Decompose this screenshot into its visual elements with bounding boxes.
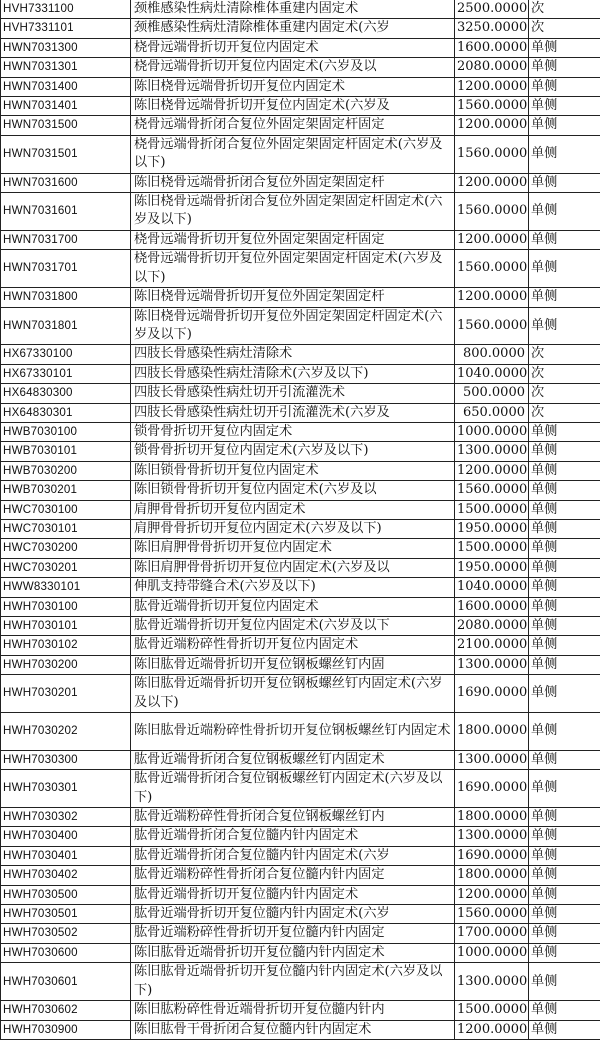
- item-code-cell: HWH7030102: [1, 636, 131, 655]
- table-row: [1, 77, 600, 96]
- item-name-cell: 陈旧肱骨近端骨折切开复位钢板螺丝钉内固: [131, 655, 455, 674]
- item-name-cell: 肱骨近端骨折闭合复位髓内针内固定术: [131, 827, 455, 846]
- item-price-cell: 500.0000: [455, 384, 529, 403]
- item-unit-cell: 单侧: [529, 500, 600, 519]
- item-code-cell: HVH7331101: [1, 19, 131, 38]
- item-name-cell: 肱骨近端骨折切开复位髓内针内固定术(六岁: [131, 905, 455, 924]
- table-row: [1, 1020, 600, 1039]
- item-code-cell: HX67330101: [1, 364, 131, 383]
- item-name-cell: 陈旧肱骨干骨折闭合复位髓内针内固定术: [131, 1020, 455, 1039]
- item-price-cell: 3250.0000: [455, 19, 529, 38]
- item-code-cell: HVH7331100: [1, 0, 131, 19]
- item-code-cell: HWB7030200: [1, 461, 131, 480]
- item-code-cell: HWH7030900: [1, 1020, 131, 1039]
- item-code-cell: HWN7031500: [1, 116, 131, 135]
- item-unit-cell: 单侧: [529, 558, 600, 577]
- table-row: [1, 617, 600, 636]
- item-price-cell: 1200.0000: [455, 461, 529, 480]
- table-row: [1, 597, 600, 616]
- item-price-cell: 1200.0000: [455, 288, 529, 307]
- item-name-cell: 肩胛骨骨折切开复位内固定术(六岁及以下): [131, 519, 455, 538]
- table-row: [1, 578, 600, 597]
- item-name-cell: 四肢长骨感染性病灶切开引流灌洗术: [131, 384, 455, 403]
- table-row: [1, 500, 600, 519]
- table-row: [1, 963, 600, 1001]
- item-unit-cell: 单侧: [529, 750, 600, 769]
- item-unit-cell: 单侧: [529, 97, 600, 116]
- item-price-cell: 800.0000: [455, 345, 529, 364]
- item-unit-cell: 单侧: [529, 827, 600, 846]
- item-code-cell: HWH7030401: [1, 846, 131, 865]
- item-name-cell: 四肢长骨感染性病灶清除术(六岁及以下): [131, 364, 455, 383]
- item-unit-cell: 单侧: [529, 617, 600, 636]
- table-row: [1, 288, 600, 307]
- item-price-cell: 1600.0000: [455, 597, 529, 616]
- item-unit-cell: 单侧: [529, 250, 600, 288]
- table-row: [1, 173, 600, 192]
- item-price-cell: 650.0000: [455, 403, 529, 422]
- item-unit-cell: 单侧: [529, 866, 600, 885]
- table-row: [1, 655, 600, 674]
- item-name-cell: 陈旧桡骨远端骨折闭合复位外固定架固定杆: [131, 173, 455, 192]
- item-code-cell: HWH7030300: [1, 750, 131, 769]
- item-unit-cell: 单侧: [529, 116, 600, 135]
- item-price-cell: 1560.0000: [455, 250, 529, 288]
- item-name-cell: 肱骨近端骨折切开复位髓内针内固定术: [131, 885, 455, 904]
- table-row: [1, 0, 600, 19]
- item-unit-cell: 单侧: [529, 636, 600, 655]
- item-unit-cell: 单侧: [529, 1020, 600, 1039]
- item-code-cell: HWH7030100: [1, 597, 131, 616]
- table-row: [1, 943, 600, 962]
- item-code-cell: HWH7030402: [1, 866, 131, 885]
- table-row: [1, 846, 600, 865]
- item-code-cell: HWN7031600: [1, 173, 131, 192]
- item-unit-cell: 单侧: [529, 846, 600, 865]
- item-price-cell: 1690.0000: [455, 846, 529, 865]
- item-code-cell: HX64830300: [1, 384, 131, 403]
- item-unit-cell: 单侧: [529, 963, 600, 1001]
- item-unit-cell: 单侧: [529, 905, 600, 924]
- item-code-cell: HWH7030400: [1, 827, 131, 846]
- item-name-cell: 陈旧桡骨远端骨折切开复位外固定架固定杆: [131, 288, 455, 307]
- item-unit-cell: 单侧: [529, 288, 600, 307]
- item-unit-cell: 单侧: [529, 461, 600, 480]
- item-code-cell: HX67330100: [1, 345, 131, 364]
- item-code-cell: HWB7030201: [1, 481, 131, 500]
- item-unit-cell: 单侧: [529, 58, 600, 77]
- item-price-cell: 1690.0000: [455, 770, 529, 808]
- item-code-cell: HWN7031801: [1, 307, 131, 345]
- table-row: [1, 58, 600, 77]
- item-price-cell: 1560.0000: [455, 905, 529, 924]
- table-row: [1, 307, 600, 345]
- item-name-cell: 陈旧肱骨近端骨折切开复位髓内针内固定术: [131, 943, 455, 962]
- item-code-cell: HWH7030600: [1, 943, 131, 962]
- table-row: [1, 519, 600, 538]
- item-name-cell: 陈旧锁骨骨折切开复位内固定术(六岁及以: [131, 481, 455, 500]
- item-name-cell: 颈椎感染性病灶清除椎体重建内固定术: [131, 0, 455, 19]
- item-unit-cell: 单侧: [529, 38, 600, 57]
- item-price-cell: 1800.0000: [455, 808, 529, 827]
- table-row: [1, 193, 600, 231]
- item-unit-cell: 单侧: [529, 135, 600, 173]
- table-row: [1, 230, 600, 249]
- item-unit-cell: 单侧: [529, 885, 600, 904]
- item-price-cell: 1200.0000: [455, 173, 529, 192]
- table-row: [1, 636, 600, 655]
- item-name-cell: 陈旧桡骨远端骨折闭合复位外固定架固定杆固定术(六岁及以下): [131, 193, 455, 231]
- item-name-cell: 陈旧肱骨近端骨折切开复位钢板螺丝钉内固定术(六岁及以下): [131, 675, 455, 713]
- item-unit-cell: 单侧: [529, 481, 600, 500]
- item-unit-cell: 单侧: [529, 173, 600, 192]
- item-name-cell: 陈旧肱粉碎性骨近端骨折切开复位髓内针内: [131, 1001, 455, 1020]
- table-row: [1, 924, 600, 943]
- item-name-cell: 陈旧桡骨远端骨折切开复位内固定术: [131, 77, 455, 96]
- table-row: [1, 345, 600, 364]
- item-price-cell: 1600.0000: [455, 38, 529, 57]
- item-price-cell: 1500.0000: [455, 1001, 529, 1020]
- table-row: [1, 97, 600, 116]
- item-unit-cell: 单侧: [529, 539, 600, 558]
- item-name-cell: 肱骨近端粉碎性骨折闭合复位髓内针内固定: [131, 866, 455, 885]
- item-price-cell: 1690.0000: [455, 675, 529, 713]
- item-name-cell: 陈旧肩胛骨骨折切开复位内固定术: [131, 539, 455, 558]
- item-code-cell: HWN7031800: [1, 288, 131, 307]
- item-name-cell: 肱骨近端粉碎性骨折切开复位髓内针内固定: [131, 924, 455, 943]
- item-price-cell: 1950.0000: [455, 519, 529, 538]
- table-body: [1, 0, 600, 1039]
- item-price-cell: 2100.0000: [455, 636, 529, 655]
- item-price-cell: 1500.0000: [455, 500, 529, 519]
- table-row: [1, 403, 600, 422]
- item-price-cell: 1300.0000: [455, 963, 529, 1001]
- item-name-cell: 陈旧肩胛骨骨折切开复位内固定术(六岁及以: [131, 558, 455, 577]
- table-row: [1, 116, 600, 135]
- item-code-cell: HWH7030200: [1, 655, 131, 674]
- item-code-cell: HWN7031501: [1, 135, 131, 173]
- item-price-cell: 1560.0000: [455, 307, 529, 345]
- item-code-cell: HWH7030500: [1, 885, 131, 904]
- item-code-cell: HWC7030200: [1, 539, 131, 558]
- item-code-cell: HWH7030501: [1, 905, 131, 924]
- item-name-cell: 肱骨近端骨折闭合复位钢板螺丝钉内固定术(六岁及以下): [131, 770, 455, 808]
- item-price-cell: 1000.0000: [455, 943, 529, 962]
- item-code-cell: HWN7031400: [1, 77, 131, 96]
- item-unit-cell: 单侧: [529, 307, 600, 345]
- item-price-cell: 1800.0000: [455, 866, 529, 885]
- item-code-cell: HWH7030601: [1, 963, 131, 1001]
- table-row: [1, 866, 600, 885]
- item-code-cell: HWH7030502: [1, 924, 131, 943]
- item-unit-cell: 单侧: [529, 655, 600, 674]
- item-price-cell: 2500.0000: [455, 0, 529, 19]
- item-unit-cell: 次: [529, 345, 600, 364]
- item-code-cell: HX64830301: [1, 403, 131, 422]
- item-unit-cell: 单侧: [529, 193, 600, 231]
- item-price-cell: 1300.0000: [455, 442, 529, 461]
- item-code-cell: HWW8330101: [1, 578, 131, 597]
- table-row: [1, 384, 600, 403]
- item-code-cell: HWN7031700: [1, 230, 131, 249]
- item-code-cell: HWN7031401: [1, 97, 131, 116]
- item-name-cell: 陈旧桡骨远端骨折切开复位内固定术(六岁及: [131, 97, 455, 116]
- table-row: [1, 364, 600, 383]
- item-name-cell: 陈旧锁骨骨折切开复位内固定术: [131, 461, 455, 480]
- item-price-cell: 1560.0000: [455, 193, 529, 231]
- item-name-cell: 四肢长骨感染性病灶切开引流灌洗术(六岁及: [131, 403, 455, 422]
- item-unit-cell: 单侧: [529, 597, 600, 616]
- table-row: [1, 442, 600, 461]
- table-row: [1, 481, 600, 500]
- item-unit-cell: 单侧: [529, 924, 600, 943]
- table-row: [1, 558, 600, 577]
- item-price-cell: 1200.0000: [455, 116, 529, 135]
- item-name-cell: 桡骨远端骨折切开复位内固定术(六岁及以: [131, 58, 455, 77]
- item-code-cell: HWH7030301: [1, 770, 131, 808]
- item-unit-cell: 单侧: [529, 77, 600, 96]
- item-price-cell: 1560.0000: [455, 481, 529, 500]
- item-unit-cell: 单侧: [529, 770, 600, 808]
- table-row: [1, 675, 600, 713]
- table-row: [1, 905, 600, 924]
- item-code-cell: HWN7031300: [1, 38, 131, 57]
- item-name-cell: 肱骨近端骨折切开复位内固定术(六岁及以下: [131, 617, 455, 636]
- item-code-cell: HWB7030100: [1, 422, 131, 441]
- item-name-cell: 锁骨骨折切开复位内固定术: [131, 422, 455, 441]
- item-unit-cell: 单侧: [529, 808, 600, 827]
- item-code-cell: HWC7030101: [1, 519, 131, 538]
- item-unit-cell: 次: [529, 0, 600, 19]
- item-name-cell: 颈椎感染性病灶清除椎体重建内固定术(六岁: [131, 19, 455, 38]
- item-name-cell: 锁骨骨折切开复位内固定术(六岁及以下): [131, 442, 455, 461]
- item-name-cell: 肱骨近端粉碎性骨折闭合复位钢板螺丝钉内: [131, 808, 455, 827]
- item-name-cell: 桡骨远端骨折闭合复位外固定架固定杆固定术(六岁及以下): [131, 135, 455, 173]
- item-name-cell: 桡骨远端骨折切开复位内固定术: [131, 38, 455, 57]
- item-price-cell: 1200.0000: [455, 885, 529, 904]
- item-price-cell: 1000.0000: [455, 422, 529, 441]
- table-row: [1, 38, 600, 57]
- table-row: [1, 750, 600, 769]
- item-name-cell: 桡骨远端骨折闭合复位外固定架固定杆固定: [131, 116, 455, 135]
- item-name-cell: 肱骨近端粉碎性骨折切开复位内固定术: [131, 636, 455, 655]
- table-row: [1, 713, 600, 751]
- item-code-cell: HWB7030101: [1, 442, 131, 461]
- item-code-cell: HWN7031601: [1, 193, 131, 231]
- item-name-cell: 陈旧肱骨近端骨折切开复位髓内针内固定术(六岁及以下): [131, 963, 455, 1001]
- table-row: [1, 885, 600, 904]
- item-name-cell: 肩胛骨骨折切开复位内固定术: [131, 500, 455, 519]
- item-code-cell: HWH7030302: [1, 808, 131, 827]
- item-unit-cell: 次: [529, 403, 600, 422]
- table-row: [1, 1001, 600, 1020]
- item-unit-cell: 单侧: [529, 713, 600, 751]
- item-price-cell: 1800.0000: [455, 713, 529, 751]
- item-name-cell: 伸肌支持带缝合术(六岁及以下): [131, 578, 455, 597]
- item-name-cell: 桡骨远端骨折切开复位外固定架固定杆固定术(六岁及以下): [131, 250, 455, 288]
- table-row: [1, 827, 600, 846]
- table-row: [1, 19, 600, 38]
- table-row: [1, 422, 600, 441]
- item-price-cell: 1200.0000: [455, 77, 529, 96]
- item-price-cell: 1300.0000: [455, 750, 529, 769]
- item-price-cell: 2080.0000: [455, 617, 529, 636]
- table-row: [1, 461, 600, 480]
- item-price-cell: 1300.0000: [455, 655, 529, 674]
- item-unit-cell: 单侧: [529, 1001, 600, 1020]
- table-row: [1, 135, 600, 173]
- item-code-cell: HWC7030100: [1, 500, 131, 519]
- item-code-cell: HWH7030201: [1, 675, 131, 713]
- table-row: [1, 770, 600, 808]
- item-name-cell: 肱骨近端骨折切开复位内固定术: [131, 597, 455, 616]
- item-code-cell: HWH7030101: [1, 617, 131, 636]
- item-code-cell: HWH7030202: [1, 713, 131, 751]
- item-name-cell: 肱骨近端骨折闭合复位髓内针内固定术(六岁: [131, 846, 455, 865]
- item-price-cell: 1950.0000: [455, 558, 529, 577]
- item-code-cell: HWN7031301: [1, 58, 131, 77]
- item-name-cell: 桡骨远端骨折切开复位外固定架固定杆固定: [131, 230, 455, 249]
- item-price-cell: 1200.0000: [455, 230, 529, 249]
- item-price-cell: 1040.0000: [455, 364, 529, 383]
- item-price-cell: 1560.0000: [455, 97, 529, 116]
- item-unit-cell: 单侧: [529, 675, 600, 713]
- item-name-cell: 肱骨近端骨折闭合复位钢板螺丝钉内固定术: [131, 750, 455, 769]
- item-name-cell: 陈旧肱骨近端粉碎性骨折切开复位钢板螺丝钉内固定术: [131, 713, 455, 751]
- item-code-cell: HWC7030201: [1, 558, 131, 577]
- item-price-cell: 2080.0000: [455, 58, 529, 77]
- item-unit-cell: 次: [529, 19, 600, 38]
- item-unit-cell: 单侧: [529, 230, 600, 249]
- item-name-cell: 四肢长骨感染性病灶清除术: [131, 345, 455, 364]
- item-price-cell: 1300.0000: [455, 827, 529, 846]
- item-unit-cell: 次: [529, 364, 600, 383]
- table-row: [1, 539, 600, 558]
- item-unit-cell: 单侧: [529, 519, 600, 538]
- item-price-cell: 1700.0000: [455, 924, 529, 943]
- item-unit-cell: 次: [529, 384, 600, 403]
- item-code-cell: HWN7031701: [1, 250, 131, 288]
- item-unit-cell: 单侧: [529, 422, 600, 441]
- item-price-cell: 1500.0000: [455, 539, 529, 558]
- item-unit-cell: 单侧: [529, 578, 600, 597]
- item-price-cell: 1200.0000: [455, 1020, 529, 1039]
- item-price-cell: 1560.0000: [455, 135, 529, 173]
- table-row: [1, 250, 600, 288]
- table-row: [1, 808, 600, 827]
- item-unit-cell: 单侧: [529, 442, 600, 461]
- item-price-cell: 1040.0000: [455, 578, 529, 597]
- item-unit-cell: 单侧: [529, 943, 600, 962]
- item-name-cell: 陈旧桡骨远端骨折切开复位外固定架固定杆固定术(六岁及以下): [131, 307, 455, 345]
- item-code-cell: HWH7030602: [1, 1001, 131, 1020]
